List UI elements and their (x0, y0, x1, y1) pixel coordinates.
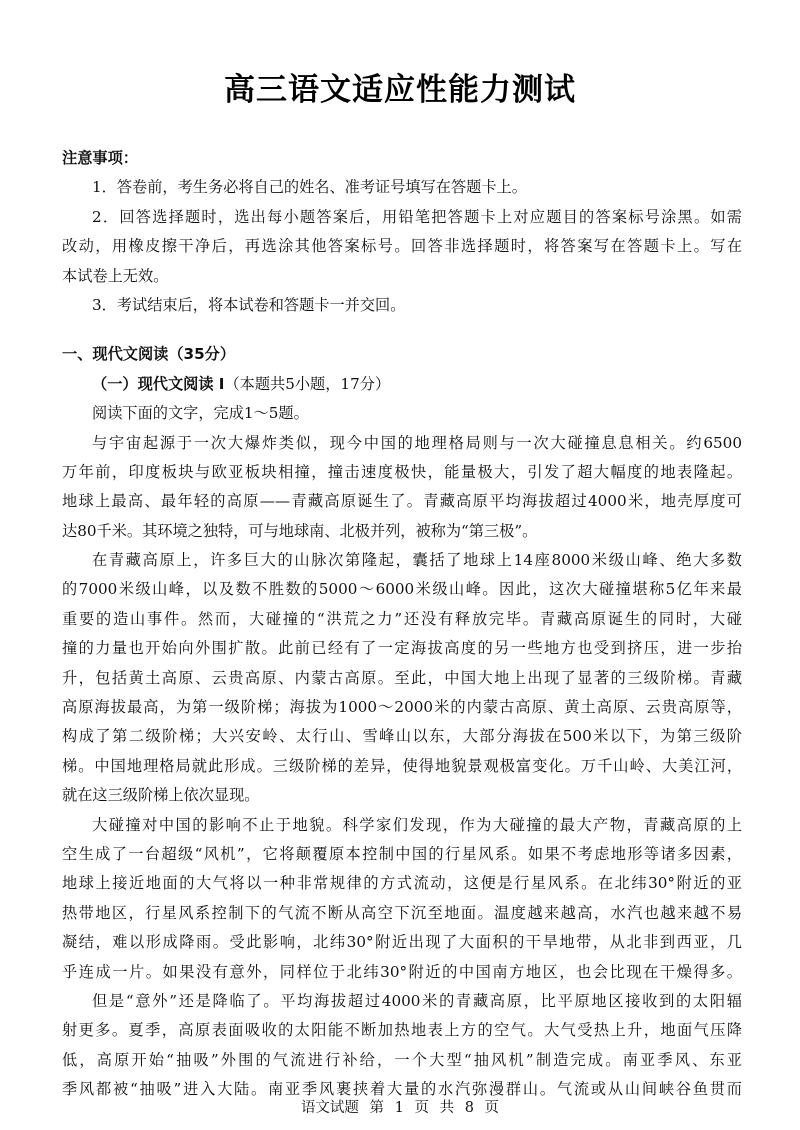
sub-heading-title: （一）现代文阅读 I (92, 374, 225, 393)
notice-heading: 注意事项： (62, 149, 138, 167)
passage-line: 的7000米级山峰，以及数不胜数的5000～6000米级山峰。因此，这次大碰撞堪称5亿年来最 (62, 580, 742, 599)
passage-line: 地球上最高、最年轻的高原——青藏高原诞生了。青藏高原平均海拔超过4000米，地壳厚度可 (62, 492, 742, 511)
notice-item: 改动，用橡皮擦干净后，再选涂其他答案标号。回答非选择题时，将答案写在答题卡上。写在 (62, 237, 742, 256)
passage-line: 重要的造山事件。然而，大碰撞的“洪荒之力”还没有释放完毕。青藏高原诞生的同时，大碰 (62, 609, 742, 628)
section-heading: 一、现代文阅读（35分） (62, 345, 236, 364)
page-title: 高三语文适应性能力测试 (224, 72, 576, 108)
passage-line: 季风都被“抽吸”进入大陆。南亚季风裹挟着大量的水汽弥漫群山。气流或从山间峡谷鱼贯而 (62, 1080, 742, 1099)
passage-line: 与宇宙起源于一次大爆炸类似，现今中国的地理格局则与一次大碰撞息息相关。约6500 (92, 433, 742, 452)
passage-line: 凝结，难以形成降雨。受此影响，北纬30°附近出现了大面积的干旱地带，从北非到西亚，几 (62, 933, 742, 952)
passage-line: 低，高原开始“抽吸”外围的气流进行补给，一个大型“抽风机”制造完成。南亚季风、东亚 (62, 1050, 742, 1069)
passage-line: 就在这三级阶梯上依次显现。 (62, 786, 260, 805)
sub-heading (62, 370, 742, 399)
passage-line: 梯。中国地理格局就此形成。三级阶梯的差异，使得地貌景观极富变化。万千山岭、大美江河， (62, 756, 742, 775)
passage-line: 达80千米。其环境之独特，可与地球南、北极并列，被称为“第三极”。 (62, 521, 538, 540)
passage-line: 构成了第二级阶梯；大兴安岭、太行山、雪峰山以东，大部分海拔在500米以下，为第三级阶 (62, 727, 742, 746)
instruction: 阅读下面的文字，完成1～5题。 (92, 404, 309, 423)
sub-heading-detail: （本题共5小题，17分） (224, 374, 391, 393)
notice-item: 2．回答选择题时，选出每小题答案后，用铅笔把答题卡上对应题目的答案标号涂黑。如需 (92, 207, 742, 226)
passage-line: 大碰撞对中国的影响不止于地貌。科学家们发现，作为大碰撞的最大产物，青藏高原的上 (92, 815, 742, 834)
notice-item: 3．考试结束后，将本试卷和答题卡一并交回。 (92, 295, 406, 314)
passage-line: 万年前，印度板块与欧亚板块相撞，撞击速度极快，能量极大，引发了超大幅度的地表隆起。 (62, 462, 742, 481)
passage-line: 地球上接近地面的大气将以一种非常规律的方式流动，这便是行星风系。在北纬30°附近的亚 (62, 874, 742, 893)
passage-line: 在青藏高原上，许多巨大的山脉次第隆起，囊括了地球上14座8000米级山峰、绝大多数 (92, 551, 742, 570)
passage-line: 但是“意外”还是降临了。平均海拔超过4000米的青藏高原，比平原地区接收到的太阳辐 (92, 991, 742, 1010)
passage-line: 热带地区，行星风系控制下的气流不断从高空下沉至地面。温度越来越高，水汽也越来越不易 (62, 903, 742, 922)
passage-line: 撞的力量也开始向外围扩散。此前已经有了一定海拔高度的另一些地方也受到挤压，进一步抬 (62, 639, 742, 658)
passage-line: 升，包括黄土高原、云贵高原、内蒙古高原。至此，中国大地上出现了显著的三级阶梯。青藏 (62, 668, 742, 687)
passage-line: 高原海拔最高，为第一级阶梯；海拔为1000～2000米的内蒙古高原、黄土高原、云贵高原等， (62, 698, 742, 717)
passage-line: 射更多。夏季，高原表面吸收的太阳能不断加热地表上方的空气。大气受热上升，地面气压降 (62, 1021, 742, 1040)
notice-item: 本试卷上无效。 (62, 266, 169, 285)
passage-line: 乎连成一片。如果没有意外，同样位于北纬30°附近的中国南方地区，也会比现在干燥得多。 (62, 962, 742, 981)
notice-item: 1．答卷前，考生务必将自己的姓名、准考证号填写在答题卡上。 (92, 178, 527, 197)
page-body (62, 144, 742, 1105)
page-footer: 语文试题 第 1 页 共 8 页 (300, 1100, 500, 1116)
passage-line: 空生成了一台超级“风机”，它将颠覆原本控制中国的行星风系。如果不考虑地形等诸多因素， (62, 844, 742, 863)
